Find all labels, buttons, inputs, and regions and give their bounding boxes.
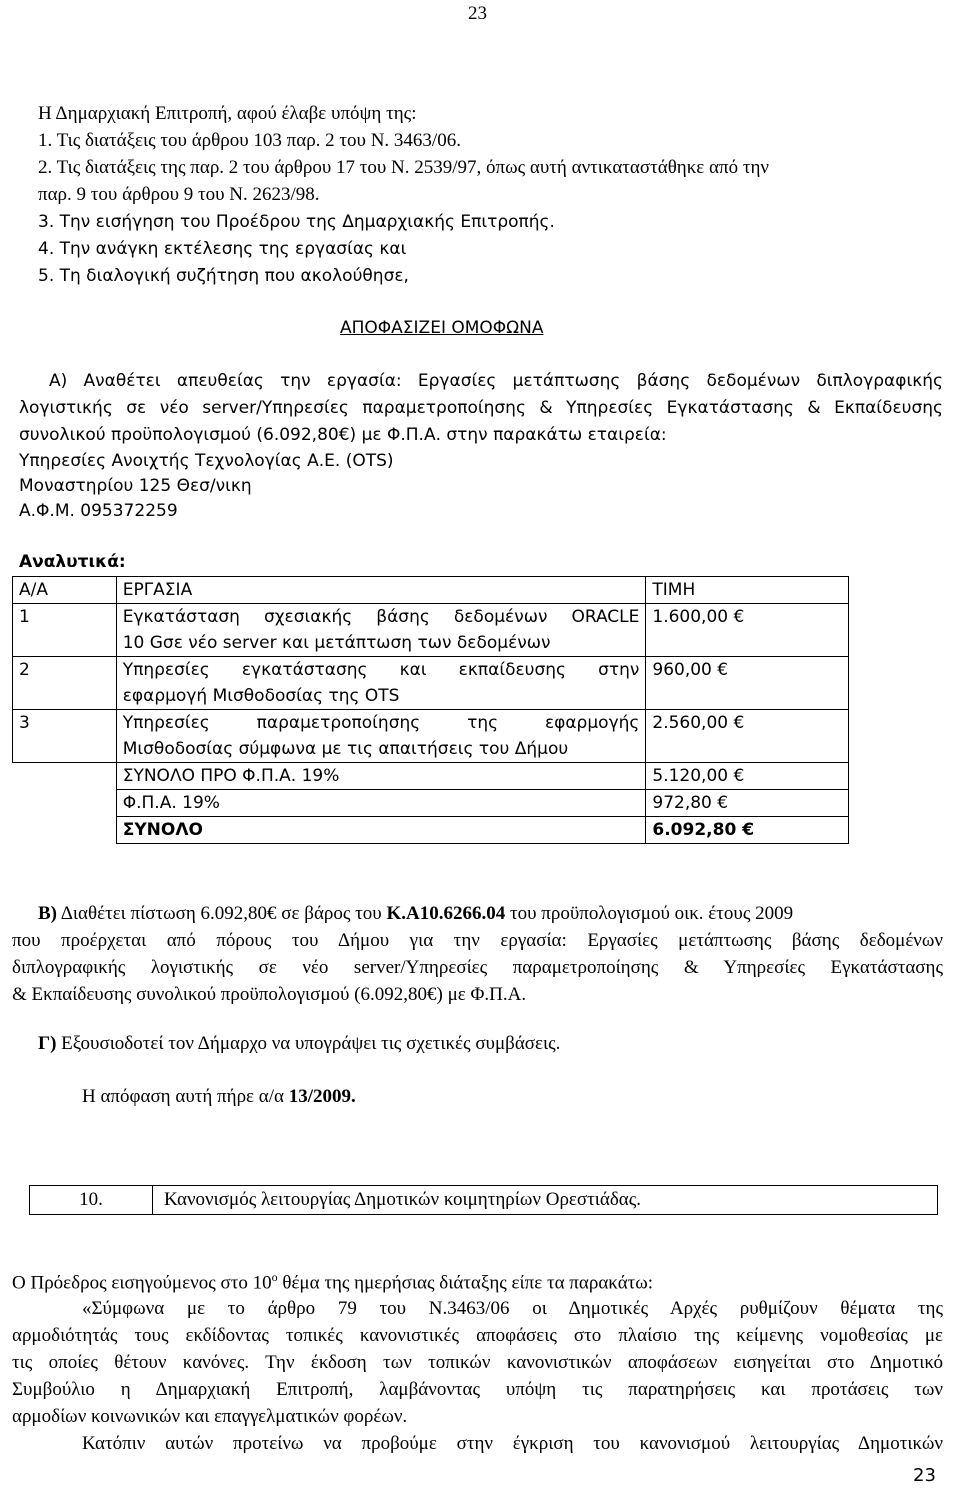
budget-code: Κ.Α10.6266.04 [386, 903, 506, 924]
section-b-line-3: διπλογραφικής λογιστικής σε νέο server/Υπηρεσίες παραμετροποίησης & Υπηρεσίες Εγκατάστασης [12, 957, 943, 978]
agenda-item-title: Κανονισμός λειτουργίας Δημοτικών κοιμητηρίων Ορεστιάδας. [164, 1189, 642, 1210]
closing-line-4: Συμβούλιο η Δημαρχιακή Επιτροπή, λαμβάνοντας υπόψη τις παρατηρήσεις και προτάσεις των [12, 1379, 943, 1400]
company-address: Μοναστηρίου 125 Θεσ/νικη [19, 476, 252, 496]
closing-line-1: «Σύμφωνα με το άρθρο 79 του Ν.3463/06 οι Δημοτικές Αρχές ρυθμίζουν θέματα της [82, 1298, 943, 1319]
total-label: ΣΥΝΟΛΟ [116, 817, 646, 844]
subtotal-row [13, 763, 849, 790]
closing-line-2: αρμοδιότητάς τους εκδίδοντας τοπικές κανονιστικές αποφάσεις στο πλαίσιο της κείμενης νομοθεσίας με [12, 1325, 943, 1346]
total-row [13, 817, 849, 844]
header-num: Α/Α [13, 577, 117, 604]
consideration-5: 5. Τη διαλογική συζήτηση που ακολούθησε, [38, 266, 409, 286]
vat-row [13, 790, 849, 817]
closing-line-3: τις οποίες θέτουν κανόνες. Την έκδοση των τοπικών κανονιστικών αποφάσεων εισηγείται στο Δημοτικό [12, 1352, 943, 1373]
consideration-3: 3. Την εισήγηση του Προέδρου της Δημαρχιακής Επιτροπής. [38, 212, 555, 232]
section-b-line-2: που προέρχεται από πόρους του Δήμου για την εργασία: Εργασίες μετάπτωσης βάσης δεδομένων [12, 930, 943, 951]
row-task: Εγκατάσταση σχεσιακής βάσης δεδομένων ORACLE 10 Gσε νέο server και μετάπτωση των δεδομένων [116, 604, 646, 657]
page-number-bottom: 23 [913, 1465, 936, 1486]
section-c: Γ) Εξουσιοδοτεί τον Δήμαρχο να υπογράψει τις σχετικές συμβάσεις. [38, 1033, 561, 1054]
section-a-line-2: λογιστικής σε νέο server/Υπηρεσίες παραμετροποίησης & Υπηρεσίες Εγκατάστασης & Εκπαίδευσης [19, 398, 943, 418]
page-number-top: 23 [468, 3, 487, 24]
row-price: 2.560,00 € [646, 710, 849, 763]
row-num: 3 [13, 710, 117, 763]
agenda-item-number: 10. [30, 1186, 153, 1214]
details-label: Αναλυτικά: [19, 552, 126, 572]
section-a-line-3: συνολικού προϋπολογισμού (6.092,80€) με Φ.Π.Α. στην παρακάτω εταιρεία: [19, 425, 667, 445]
closing-line-5: αρμοδίων κοινωνικών και επαγγελματικών φορέων. [12, 1406, 408, 1427]
subtotal-value: 5.120,00 € [646, 763, 849, 790]
subtotal-label: ΣΥΝΟΛΟ ΠΡΟ Φ.Π.Α. 19% [116, 763, 646, 790]
row-price: 960,00 € [646, 657, 849, 710]
cost-table [12, 576, 849, 844]
closing-line-6: Κατόπιν αυτών προτείνω να προβούμε στην έγκριση του κανονισμού λειτουργίας Δημοτικών [82, 1433, 943, 1454]
table-row [13, 604, 849, 657]
decision-heading: ΑΠΟΦΑΣΙΖΕΙ ΟΜΟΦΩΝΑ [340, 318, 544, 338]
vat-value: 972,80 € [646, 790, 849, 817]
intro-line: Η Δημαρχιακή Επιτροπή, αφού έλαβε υπόψη της: [38, 103, 417, 124]
consideration-4: 4. Την ανάγκη εκτέλεσης της εργασίας και [38, 239, 407, 259]
row-price: 1.600,00 € [646, 604, 849, 657]
consideration-1: 1. Τις διατάξεις του άρθρου 103 παρ. 2 του Ν. 3463/06. [38, 130, 461, 151]
row-task: Υπηρεσίες παραμετροποίησης της εφαρμογής Μισθοδοσίας σύμφωνα με τις απαιτήσεις του Δήμου [116, 710, 646, 763]
table-row [13, 657, 849, 710]
header-task: ΕΡΓΑΣΙΑ [116, 577, 646, 604]
section-b-line-1: Β) Διαθέτει πίστωση 6.092,80€ σε βάρος του Κ.Α10.6266.04 του προϋπολογισμού οικ. έτους 2009 [38, 903, 794, 924]
section-a-line-1: Α) Αναθέτει απευθείας την εργασία: Εργασίες μετάπτωσης βάσης δεδομένων διπλογραφικής [49, 371, 943, 391]
consideration-2: 2. Τις διατάξεις της παρ. 2 του άρθρου 17 του Ν. 2539/97, όπως αυτή αντικαταστάθηκε από την [38, 157, 769, 178]
row-task: Υπηρεσίες εγκατάστασης και εκπαίδευσης στην εφαρμογή Μισθοδοσίας της OTS [116, 657, 646, 710]
agenda-item-10 [29, 1185, 938, 1215]
table-header-row [13, 577, 849, 604]
section-b-line-4: & Εκπαίδευσης συνολικού προϋπολογισμού (6.092,80€) με Φ.Π.Α. [12, 984, 527, 1005]
decision-number: Η απόφαση αυτή πήρε α/α 13/2009. [82, 1086, 356, 1107]
vat-label: Φ.Π.Α. 19% [116, 790, 646, 817]
row-num: 1 [13, 604, 117, 657]
closing-intro: Ο Πρόεδρος εισηγούμενος στο $10^o$ θέμα της ημερήσιας διάταξης είπε τα παρακάτω: [12, 1270, 654, 1294]
header-price: ΤΙΜΗ [646, 577, 849, 604]
table-row [13, 710, 849, 763]
consideration-2-cont: παρ. 9 του άρθρου 9 του Ν. 2623/98. [38, 184, 320, 205]
company-name: Υπηρεσίες Ανοιχτής Τεχνολογίας Α.Ε. (OTS) [19, 451, 394, 471]
total-value: 6.092,80 € [646, 817, 849, 844]
row-num: 2 [13, 657, 117, 710]
company-vat-number: Α.Φ.Μ. 095372259 [19, 501, 178, 521]
